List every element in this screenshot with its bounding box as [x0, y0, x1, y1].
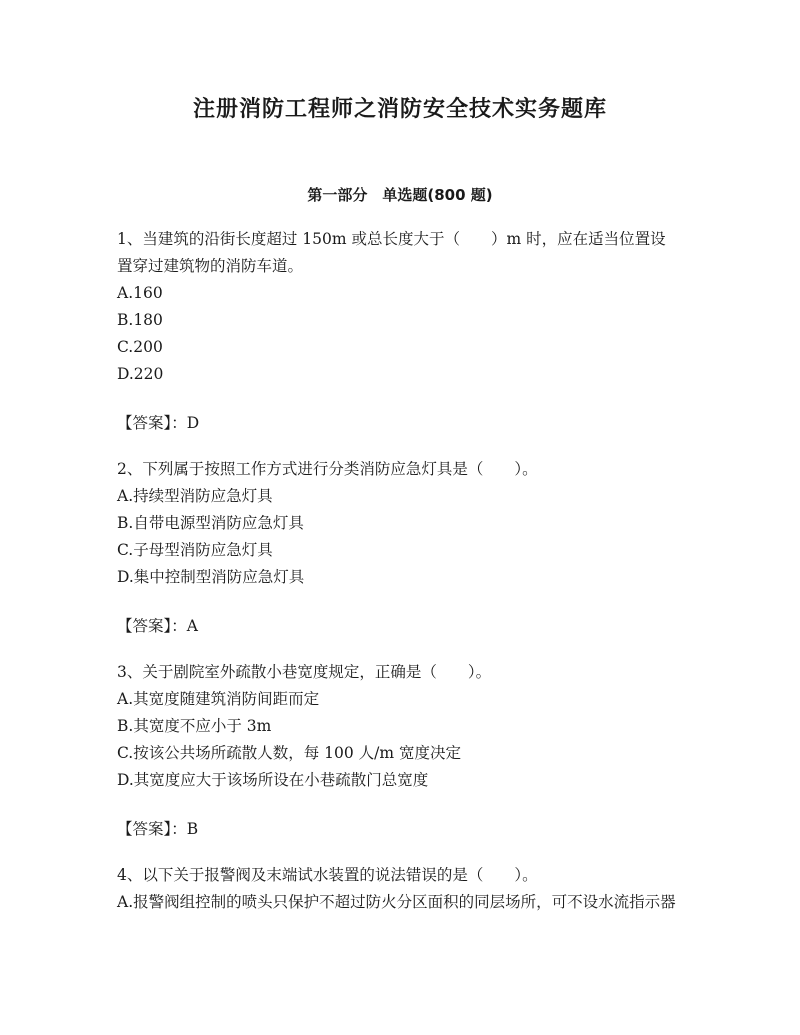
- page-title: 注册消防工程师之消防安全技术实务题库: [192, 97, 607, 122]
- question-3-option-d: D.其宽度应大于该场所设在小巷疏散门总宽度: [117, 771, 429, 789]
- question-1: [117, 226, 680, 437]
- question-4: [117, 862, 680, 916]
- question-2-option-a: A.持续型消防应急灯具: [117, 487, 273, 505]
- question-1-option-d: D.220: [117, 365, 164, 383]
- question-3-option-a: A.其宽度随建筑消防间距而定: [117, 690, 320, 708]
- question-1-stem: 1、当建筑的沿街长度超过 150m 或总长度大于（ ）m 时，应在适当位置设置穿过建筑物的消防车道。: [117, 230, 666, 275]
- question-4-stem: 4、以下关于报警阀及末端试水装置的说法错误的是（ ）。: [117, 866, 538, 884]
- answer-separator: ：: [171, 820, 187, 838]
- question-2: [117, 456, 680, 640]
- question-2-option-c: C.子母型消防应急灯具: [117, 541, 273, 559]
- question-3: [117, 659, 680, 843]
- question-1-answer: [117, 410, 680, 437]
- answer-separator: ：: [171, 617, 187, 635]
- section-title: 第一部分 单选题(800 题): [307, 186, 493, 204]
- question-1-option-c: C.200: [117, 338, 163, 356]
- question-3-answer: [117, 816, 680, 843]
- question-2-option-b: B.自带电源型消防应急灯具: [117, 514, 304, 532]
- question-2-stem: 2、下列属于按照工作方式进行分类消防应急灯具是（ ）。: [117, 460, 538, 478]
- answer-label: 【答案】: [117, 617, 172, 635]
- answer-label: 【答案】: [117, 820, 172, 838]
- question-list: [117, 226, 680, 916]
- answer-label: 【答案】: [117, 414, 172, 432]
- question-1-option-b: B.180: [117, 311, 163, 329]
- question-3-stem: 3、关于剧院室外疏散小巷宽度规定，正确是（ ）。: [117, 663, 492, 681]
- answer-value: B: [186, 820, 199, 838]
- answer-separator: ：: [171, 414, 187, 432]
- question-2-answer: [117, 613, 680, 640]
- question-2-option-d: D.集中控制型消防应急灯具: [117, 568, 305, 586]
- answer-value: D: [186, 414, 200, 432]
- question-1-option-a: A.160: [117, 284, 163, 302]
- question-4-option-a: A.报警阀组控制的喷头只保护不超过防火分区面积的同层场所，可不设水流指示器: [117, 893, 676, 911]
- question-3-option-c: C.按该公共场所疏散人数，每 100 人/m 宽度决定: [117, 744, 462, 762]
- question-3-option-b: B.其宽度不应小于 3m: [117, 717, 272, 735]
- answer-value: A: [186, 617, 198, 635]
